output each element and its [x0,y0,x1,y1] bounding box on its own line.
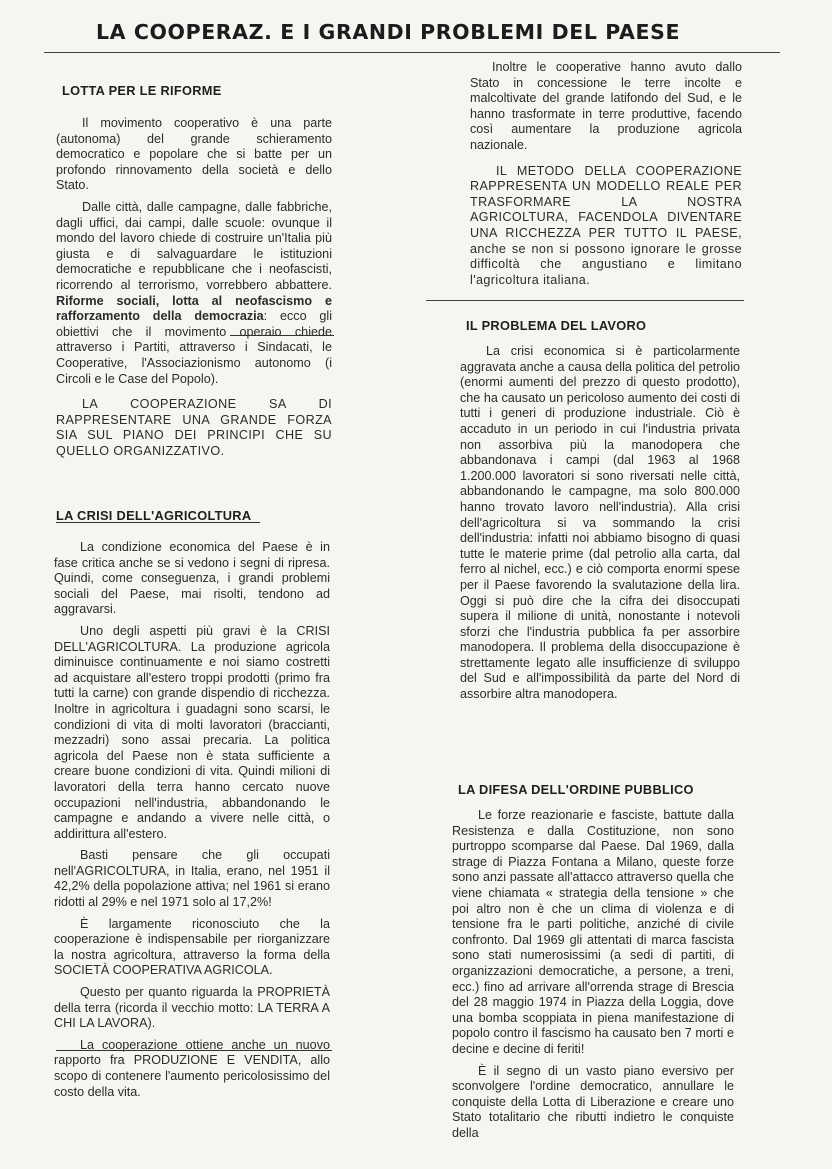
bold-text-run: Riforme sociali, lotta al neofascismo e rafforzamento della democrazia [56,293,332,324]
section-rule [426,300,744,301]
page-title: LA COOPERAZ. E I GRANDI PROBLEMI DEL PAESE [96,20,681,44]
heading-lotta-riforme: LOTTA PER LE RIFORME [62,83,222,98]
paragraph: Uno degli aspetti più gravi è la CRISI DELL'AGRICOLTURA. La produzione agricola diminuisce continuamente e noi siamo costretti ad acquistare all'estero troppi prodotti (primo fra tutti la carne) con grande dispendio di ricchezza. Inoltre in agricoltura i guadagni sono scarsi, le condizioni di vita di molti lavoratori (braccianti, mezzadri) sono assai precaria. La politica agricola del Paese non è stata sufficiente a creare buone condizioni di vita. Quindi milioni di lavoratori della terra hanno cercato nuove occupazioni nell'industria, abbandonando le campagne e andando a vivere nelle città, o addirittura all'estero. [54,623,330,841]
paragraph-caps: LA COOPERAZIONE SA DI RAPPRESENTARE UNA GRANDE FORZA SIA SUL PIANO DEI PRINCIPI CHE SU QUELLO ORGANIZZATIVO. [56,397,332,458]
paragraph: Questo per quanto riguarda la PROPRIETÀ della terra (ricorda il vecchio motto: LA TERRA A CHI LA LAVORA). [54,985,330,1031]
text-run: Dalle città, dalle campagne, dalle fabbriche, dagli uffici, dai campi, dalle scuole: ovunque il mondo del lavoro chiede di costruire un'Italia più giusta e di salvaguardare le istituzioni democratiche e repubblicane che i neofascisti, ricorrendo al terrorismo, vorrebbero abbattere. [56,199,332,292]
paragraph [460,344,740,703]
text-underline [56,1050,332,1051]
paragraph-caps: IL METODO DELLA COOPERAZIONE RAPPRESENTA UN MODELLO REALE PER TRASFORMARE LA NOSTRA AGRICOLTURA, FACENDOLA DIVENTARE UNA RICCHEZZA PER TUTTO IL PAESE, anche se non si possono ignorare le grosse difficoltà che angustiano e limitano l'agricoltura italiana. [470,163,742,287]
paragraph [56,200,332,387]
paragraph: Il movimento cooperativo è una parte (autonoma) del grande schieramento democratico e popolare che si batte per un profondo rinnovamento della società e dello Stato. [56,116,332,193]
paragraph: Basti pensare che gli occupati nell'AGRICOLTURA, in Italia, erano, nel 1951 il 42,2% della popolazione attiva; nel 1961 si erano ridotti al 29% e nel 1971 solo al 17,2%! [54,848,330,910]
paragraph: È largamente riconosciuto che la cooperazione è indispensabile per riorganizzare la nostra agricoltura, attraverso la forma della SOCIETÀ COOPERATIVA AGRICOLA. [54,916,330,978]
left-column-block-2 [54,540,330,1106]
text-run: : ecco gli obiettivi che il movimento operaio chiede attraverso i Partiti, attraverso i Sindacati, le Cooperative, l'Associazionismo autonomo (i Circoli e le Case del Popolo). [56,309,333,386]
paragraph: È il segno di un vasto piano eversivo per sconvolgere l'ordine democratico, annullare le conquiste della Lotta di Liberazione e creare uno Stato totalitario che ributti indietro le conquiste della [452,1063,734,1140]
text-run: La crisi economica si è particolarmente aggravata anche a causa della politica del petrolio (enormi aumenti del prezzo di questo prodotto), che ha causato un pericoloso aumento dei costi di tutti i generi di produzione industriale. [460,344,740,421]
text-underline [230,335,334,336]
right-column-block-1 [470,60,742,294]
paragraph: La condizione economica del Paese è in fase critica anche se si vedono i segni di ripresa. Quindi, come conseguenza, i grandi problemi sociali del Paese, mai risolti, tendono ad aggravarsi. [54,540,330,617]
heading-problema-lavoro: IL PROBLEMA DEL LAVORO [466,318,647,333]
text-run: Ciò è accaduto in un periodo in cui l'industria privata non assorbiva più la manodopera che abbandonava i campi (dal 1963 al 1968 1.200.000 lavoratori si sono riversati nelle città, abbandonando le campagne, ma solo 800.000 hanno trovato lavoro nell'industria). Alla crisi dell'agricoltura si va sommando la crisi dell'industria: infatti noi abbiamo bisogno di quasi tutte le materie prime (dal petrolio alla carta, dal ferro al nichel, ecc.) e ciò comporta enormi spese per il Paese favorendo la svalutazione della lira. Oggi si può dire che la cifra dei disoccupati supera il milione di unità, nonostante i notevoli sforzi che l'industria pubblica fa per assorbire manodopera. Il problema della disoccupazione è strettamente legato alle insufficienze di sviluppo del Sud e all'impossibilità da parte del Nord di assorbire altra manodopera. [460,406,741,702]
heading-underline [56,522,260,523]
right-column-block-2 [460,344,740,709]
paragraph: La cooperazione ottiene anche un nuovo rapporto fra PRODUZIONE E VENDITA, allo scopo di contenere l'aumento pericolosissimo del costo della vita. [54,1037,330,1099]
right-column-block-3 [452,808,734,1147]
heading-crisi-agricoltura: LA CRISI DELL'AGRICOLTURA [56,508,252,523]
heading-difesa-ordine: LA DIFESA DELL'ORDINE PUBBLICO [458,782,694,797]
paragraph: Inoltre le cooperative hanno avuto dallo Stato in concessione le terre incolte e malcoltivate del grande latifondo del Sud, e le hanno trasformate in terre produttive, facendo così aumentare la produzione agricola nazionale. [470,60,742,152]
paragraph: Le forze reazionarie e fasciste, battute dalla Resistenza e dalla Costituzione, non sono purtroppo scomparse dal Paese. Dal 1969, dalla strage di Piazza Fontana a Milano, queste forze sono anzi passate all'attacco attraverso quella che viene chiamata « strategia della tensione » che poi altro non è che un clima di violenza e di tensione fra le parti politiche, anziché di civile confronto. Dal 1969 gli attentati di marca fascista sono stati numerosissimi (a sedi di partiti, di organizzazioni democratiche, a persone, a treni, ecc.) fino ad arrivare all'orrenda strage di Brescia del 28 maggio 1974 in Piazza della Loggia, dove una bomba scoppiata in piena manifestazione di popolo contro il fascismo ha causato ben 7 morti e decine e decine di feriti! [452,808,734,1056]
left-column-block-1 [56,116,332,465]
title-rule [44,52,780,53]
